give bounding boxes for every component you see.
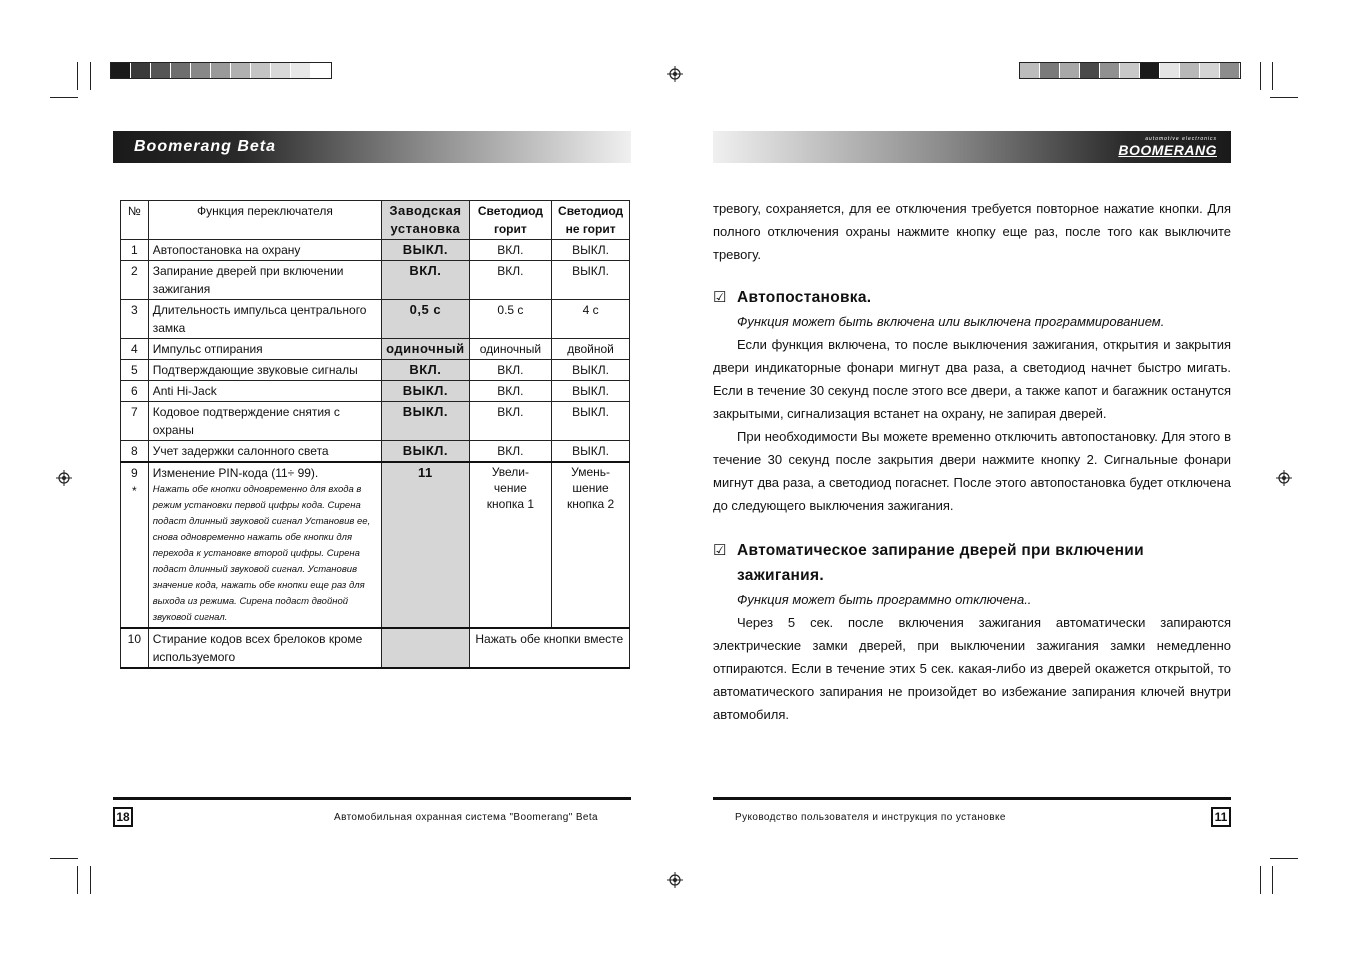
crop-mark [77,62,78,90]
row-name: Подтверждающие звуковые сигналы [148,360,381,381]
table-row [121,402,630,441]
row-number: 3 [121,300,149,339]
color-calibration-bar-left [110,62,332,79]
right-page-header [713,131,1231,163]
table-row [121,360,630,381]
row-led-off: двойной [552,339,630,360]
color-swatch [1120,63,1140,78]
row-led-on: ВКЛ. [469,441,552,463]
logo-tagline: automotive electronics [1145,136,1217,142]
color-swatch [1220,63,1240,78]
table-row: 10 Стирание кодов всех брелоков кроме используемого Нажать обе кнопки вместе [121,628,630,668]
header-num: № [121,201,149,240]
checkbox-icon: ☑ [713,289,727,306]
row-factory: ВЫКЛ. [382,402,469,441]
section-note: Функция может быть включена или выключена программированием. [737,314,1165,329]
crop-mark [77,866,78,894]
row-number: 4 [121,339,149,360]
row-name: Автопостановка на охрану [148,240,381,261]
section-heading: ☑ Автоматическое запирание дверей при включении зажигания. [713,538,1231,588]
row-factory: ВЫКЛ. [382,240,469,261]
crop-mark [1272,866,1273,894]
section-heading: ☑ Автопостановка. [713,285,1231,310]
registration-mark-icon [56,470,72,486]
row-led-off: ВЫКЛ. [552,441,630,463]
boomerang-logo [1118,136,1217,160]
crop-mark [1270,858,1298,859]
row-factory: ВЫКЛ. [382,441,469,463]
row-factory: ВКЛ. [382,360,469,381]
body-paragraph: Через 5 сек. после включения зажигания автоматически запираются электрические замки дверей, при выключении зажигания замки немедленно отпираются. Если в течение этих 5 сек. какая-либо из дверей окажется открытой, то автоматического запирания не произойдет во избежание запирания ключей внутри автомобиля. [713,615,1231,722]
color-swatch [171,63,191,78]
color-swatch [111,63,131,78]
switch-functions-table [120,200,630,669]
header-led-on: Светодиод горит [469,201,552,240]
row-led-on: ВКЛ. [469,402,552,441]
header-factory: Заводская установка [382,201,469,240]
table-row [121,441,630,463]
crop-mark [1272,62,1273,90]
row-led-off: ВЫКЛ. [552,261,630,300]
row-number: 6 [121,381,149,402]
crop-mark [50,858,78,859]
color-swatch [151,63,171,78]
page-number: 11 [1211,807,1231,827]
color-swatch [251,63,271,78]
footer-text: Автомобильная охранная система "Boomerang" Beta [334,812,599,823]
row-number: 5 [121,360,149,381]
color-swatch [1040,63,1060,78]
footer-rule [713,797,1231,800]
color-swatch [291,63,311,78]
row-led-on: ВКЛ. [469,240,552,261]
crop-mark [90,866,91,894]
row-name: Кодовое подтверждение снятия с охраны [148,402,381,441]
row-number: 1 [121,240,149,261]
row-action: Нажать обе кнопки вместе [469,628,629,668]
table-row [121,300,630,339]
row-name: Изменение PIN-кода (11÷ 99). [152,466,319,480]
row-factory: 11 [382,462,469,628]
table-header-row [121,201,630,240]
row-led-off: ВЫКЛ. [552,240,630,261]
row-name: Anti Hi-Jack [148,381,381,402]
row-name: Длительность импульса центрального замка [148,300,381,339]
page-number: 18 [113,807,133,827]
color-swatch [191,63,211,78]
table-row [121,261,630,300]
row-factory: одиночный [382,339,469,360]
color-calibration-bar-right [1019,62,1241,79]
row-number: 2 [121,261,149,300]
footer-text: Руководство пользователя и инструкция по установке [735,812,1006,823]
row-led-off: 4 с [552,300,630,339]
table-row [121,381,630,402]
section-note: Функция может быть программно отключена.. [737,592,1032,607]
row-name: Импульс отпирания [148,339,381,360]
right-page-body [713,197,1231,726]
color-swatch [271,63,291,78]
registration-mark-icon [667,872,683,888]
row-name: Запирание дверей при включении зажигания [148,261,381,300]
crop-mark [1260,866,1261,894]
row-led-on: ВКЛ. [469,381,552,402]
row-factory: ВКЛ. [382,261,469,300]
color-swatch [131,63,151,78]
body-paragraph: Если функция включена, то после выключения зажигания, открытия и закрытия двери индикаторные фонари мигнут два раза, а светодиод начнет быстро мигать. Если в течение 30 секунд после этого все двери, а также капот и багажник останутся закрытыми, сигнализация встанет на охрану, не запирая дверей. [713,337,1231,421]
row-led-on: одиночный [469,339,552,360]
color-swatch [231,63,251,78]
row-number: 7 [121,402,149,441]
intro-paragraph: тревогу, сохраняется, для ее отключения требуется повторное нажатие кнопки. Для полного отключения охраны нажмите кнопку еще раз, после того как выключите тревогу. [713,201,1231,262]
registration-mark-icon [667,66,683,82]
header-function: Функция переключателя [148,201,381,240]
checkbox-icon: ☑ [713,542,727,559]
row-name: Учет задержки салонного света [148,441,381,463]
table-row [121,240,630,261]
color-swatch [1180,63,1200,78]
row-factory: ВЫКЛ. [382,381,469,402]
color-swatch [1140,63,1160,78]
table-row: 9 * Изменение PIN-кода (11÷ 99). Нажать обе кнопки одновременно для входа в режим установки первой цифры кода. Сирена подаст длинный звуковой сигнал Установив ее, снова одновременно нажать обе кнопки для перехода к установке второй цифры. Сирена подаст длинный звуковой сигнал. Установив значение кода, нажать обе кнопки еще раз для выхода из режима. Сирена подаст двойной звуковой сигнал. 11 Увели- чение кнопка 1 Умень- шение кнопка 2 [121,462,630,628]
table-row [121,339,630,360]
color-swatch [311,63,331,78]
color-swatch [1060,63,1080,78]
registration-mark-icon [1276,470,1292,486]
color-swatch [1200,63,1220,78]
row-led-off: ВЫКЛ. [552,381,630,402]
color-swatch [211,63,231,78]
crop-mark [1260,62,1261,90]
header-title: Boomerang Beta [134,138,277,155]
row-led-on: ВКЛ. [469,360,552,381]
row-led-on: ВКЛ. [469,261,552,300]
logo-name: BOOMERANG [1118,142,1217,158]
row-number: 8 [121,441,149,463]
row-led-off: ВЫКЛ. [552,360,630,381]
color-swatch [1020,63,1040,78]
crop-mark [90,62,91,90]
row-note: Нажать обе кнопки одновременно для входа в режим установки первой цифры кода. Сирена подаст длинный звуковой сигнал Установив ее, снова одновременно нажать обе кнопки для перехода к установке второй цифры. Сирена подаст длинный звуковой сигнал. Установив значение кода, нажать обе кнопки еще раз для выхода из режима. Сирена подаст двойной звуковой сигнал. [152,484,371,623]
footer-rule [113,797,631,800]
row-factory: 0,5 с [382,300,469,339]
crop-mark [50,97,78,98]
color-swatch [1160,63,1180,78]
row-led-on: 0.5 с [469,300,552,339]
header-led-off: Светодиод не горит [552,201,630,240]
color-swatch [1080,63,1100,78]
crop-mark [1270,97,1298,98]
left-page-header [113,131,631,163]
color-swatch [1100,63,1120,78]
body-paragraph: При необходимости Вы можете временно отключить автопостановку. Для этого в течение 30 секунд после закрытия двери нажмите кнопку 2. Сигнальные фонари мигнут два раза, а светодиод погаснет. После этого автопостановка будет отключена до следующего выключения зажигания. [713,429,1231,513]
row-led-off: ВЫКЛ. [552,402,630,441]
